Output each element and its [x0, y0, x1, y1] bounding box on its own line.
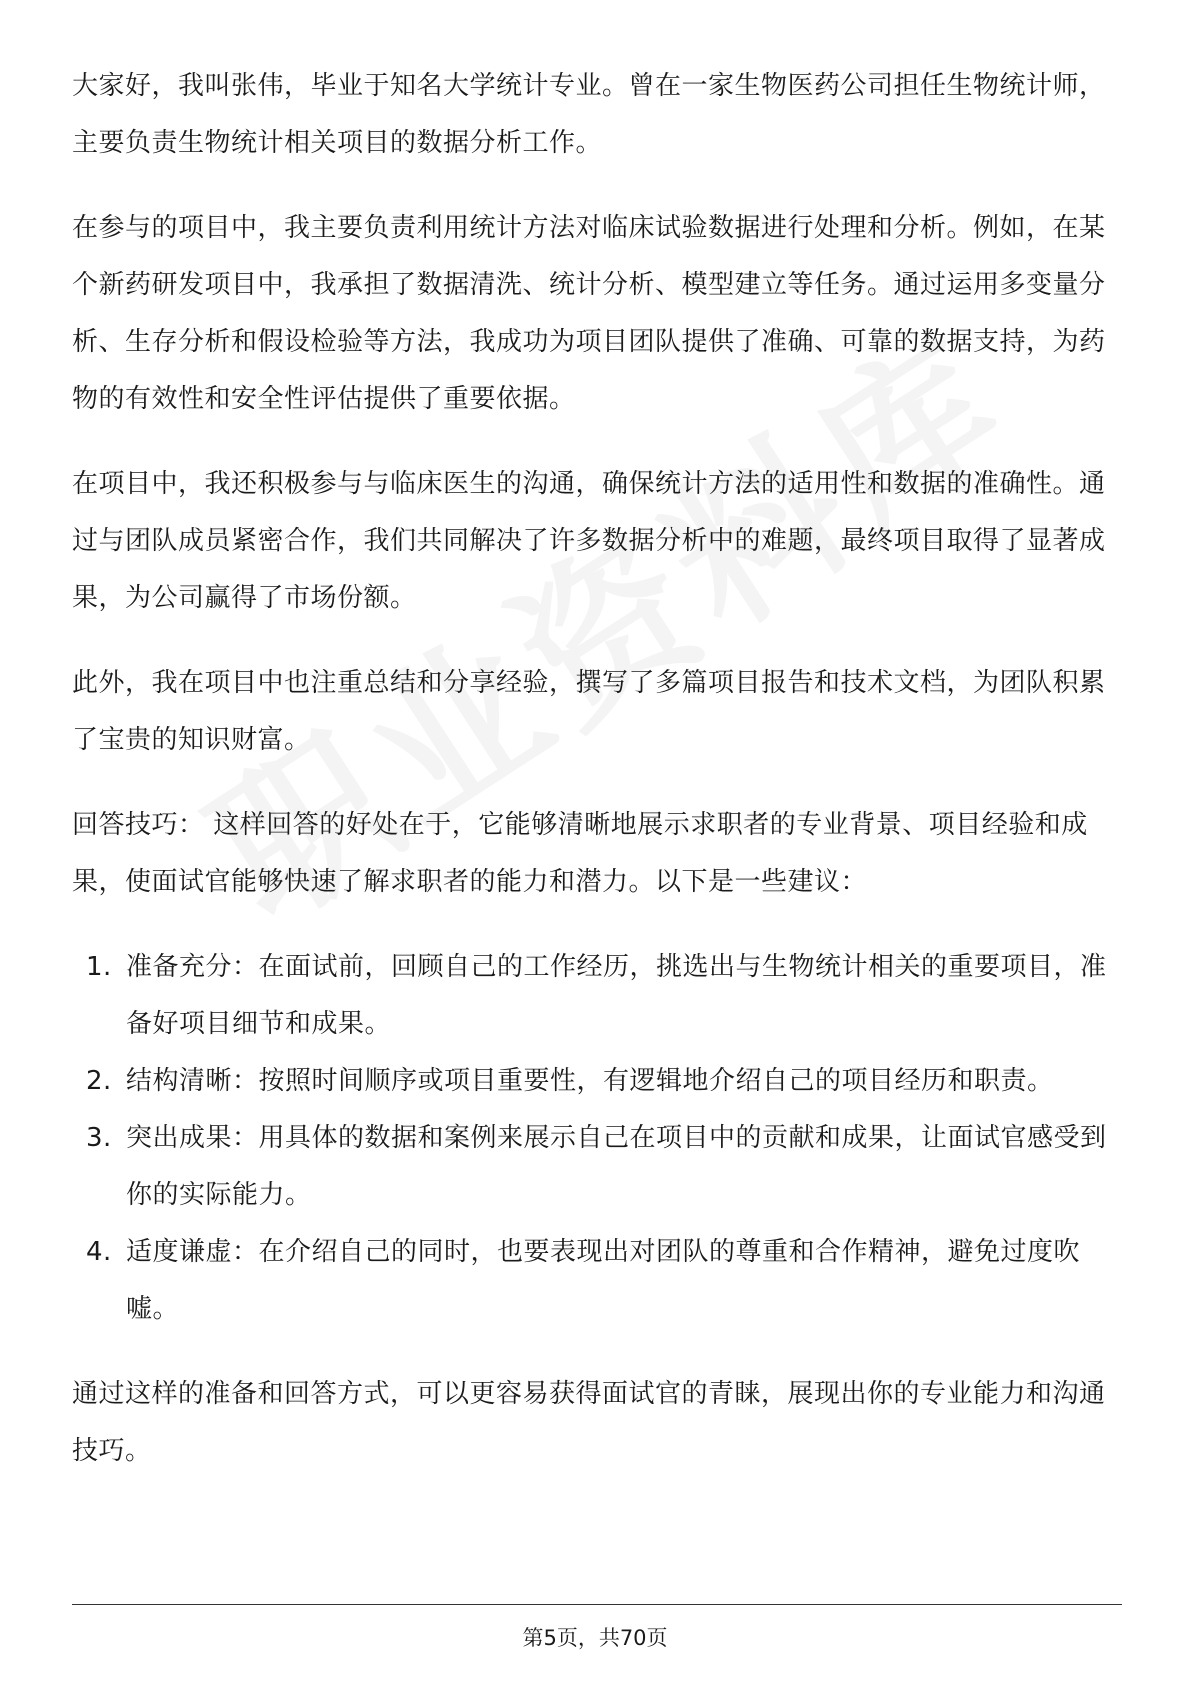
page-number: 第5页，共70页	[522, 1626, 668, 1650]
page-content	[72, 58, 1122, 1508]
list-item-number: 3.	[86, 1123, 112, 1153]
list-item-text: 准备充分：在面试前，回顾自己的工作经历，挑选出与生物统计相关的重要项目，准备好项目细节和成果。	[126, 952, 1107, 1039]
list-item	[72, 1224, 1122, 1338]
paragraph-summary: 此外，我在项目中也注重总结和分享经验，撰写了多篇项目报告和技术文档，为团队积累了宝贵的知识财富。	[72, 668, 1106, 755]
list-item-text: 突出成果：用具体的数据和案例来展示自己在项目中的贡献和成果，让面试官感受到你的实际能力。	[126, 1123, 1107, 1210]
paragraph-intro: 大家好，我叫张伟，毕业于知名大学统计专业。曾在一家生物医药公司担任生物统计师，主要负责生物统计相关项目的数据分析工作。	[72, 71, 1106, 158]
list-item-number: 4.	[86, 1237, 112, 1267]
footer-divider	[72, 1604, 1122, 1605]
list-item-text: 适度谦虚：在介绍自己的同时，也要表现出对团队的尊重和合作精神，避免过度吹嘘。	[126, 1237, 1081, 1324]
list-item	[72, 1053, 1122, 1110]
list-item	[72, 1110, 1122, 1224]
paragraph-tips-intro: 回答技巧： 这样回答的好处在于，它能够清晰地展示求职者的专业背景、项目经验和成果，使面试官能够快速了解求职者的能力和潜力。以下是一些建议：	[72, 810, 1088, 897]
list-item-number: 1.	[86, 952, 112, 982]
paragraph-project: 在参与的项目中，我主要负责利用统计方法对临床试验数据进行处理和分析。例如，在某个新药研发项目中，我承担了数据清洗、统计分析、模型建立等任务。通过运用多变量分析、生存分析和假设检验等方法，我成功为项目团队提供了准确、可靠的数据支持，为药物的有效性和安全性评估提供了重要依据。	[72, 213, 1106, 414]
paragraph-communication: 在项目中，我还积极参与与临床医生的沟通，确保统计方法的适用性和数据的准确性。通过与团队成员紧密合作，我们共同解决了许多数据分析中的难题，最终项目取得了显著成果，为公司赢得了市场份额。	[72, 469, 1106, 613]
list-item	[72, 939, 1122, 1053]
paragraph-closing: 通过这样的准备和回答方式，可以更容易获得面试官的青睐，展现出你的专业能力和沟通技巧。	[72, 1379, 1106, 1466]
list-item-number: 2.	[86, 1066, 112, 1096]
list-item-text: 结构清晰：按照时间顺序或项目重要性，有逻辑地介绍自己的项目经历和职责。	[126, 1066, 1054, 1096]
tips-list	[72, 939, 1122, 1338]
